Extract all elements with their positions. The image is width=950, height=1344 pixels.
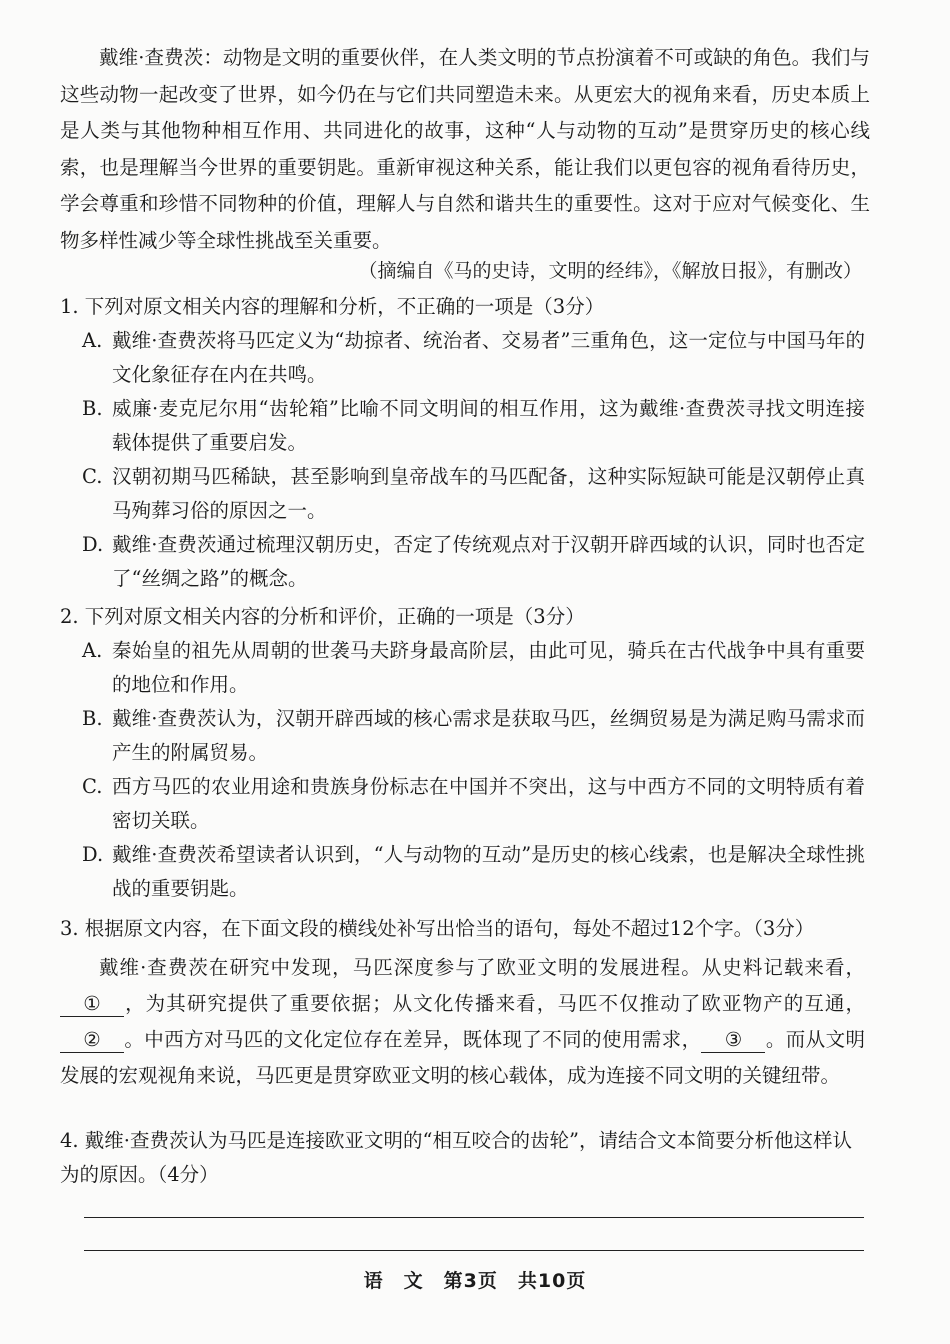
option-letter: A. xyxy=(82,329,103,352)
question-1-option-d xyxy=(60,528,865,596)
option-letter: B. xyxy=(82,397,103,420)
passage xyxy=(60,40,870,259)
question-3-paragraph xyxy=(60,950,865,1094)
option-text: 戴维·查费茨认为，汉朝开辟西域的核心需求是获取马匹，丝绸贸易是为满足购马需求而产生的附属贸易。 xyxy=(112,707,865,764)
answer-line-1[interactable] xyxy=(84,1217,864,1218)
question-1-stem: 1. 下列对原文相关内容的理解和分析，不正确的一项是（3分） xyxy=(60,295,605,318)
option-letter: D. xyxy=(82,533,104,556)
question-2-option-b xyxy=(60,702,865,770)
blank-3[interactable]: ③ xyxy=(701,1028,765,1053)
question-1-option-c xyxy=(60,460,865,528)
question-2 xyxy=(60,600,865,906)
q3-segment: 。中西方对马匹的文化定位存在差异，既体现了不同的使用需求， xyxy=(124,1028,702,1051)
passage-paragraph: 戴维·查费茨：动物是文明的重要伙伴，在人类文明的节点扮演着不可或缺的角色。我们与这些动物一起改变了世界，如今仍在与它们共同塑造未来。从更宏大的视角来看，历史本质上是人类与其他物种相互作用、共同进化的故事，这种“人与动物的互动”是贯穿历史的核心线索，也是理解当今世界的重要钥匙。重新审视这种关系，能让我们以更包容的视角看待历史，学会尊重和珍惜不同物种的价值，理解人与自然和谐共生的重要性。这对于应对气候变化、生物多样性减少等全球性挑战至关重要。 xyxy=(60,46,870,252)
question-1 xyxy=(60,290,865,596)
question-4-stem: 4. 戴维·查费茨认为马匹是连接欧亚文明的“相互咬合的齿轮”，请结合文本简要分析他这样认为的原因。（4分） xyxy=(60,1129,852,1186)
option-text: 戴维·查费茨将马匹定义为“劫掠者、统治者、交易者”三重角色，这一定位与中国马年的文化象征存在内在共鸣。 xyxy=(112,329,865,386)
question-2-option-a xyxy=(60,634,865,702)
option-letter: C. xyxy=(82,775,103,798)
option-letter: A. xyxy=(82,639,103,662)
passage-source: （摘编自《马的史诗，文明的经纬》，《解放日报》，有删改） xyxy=(358,260,862,282)
option-text: 戴维·查费茨通过梳理汉朝历史，否定了传统观点对于汉朝开辟西域的认识，同时也否定了“丝绸之路”的概念。 xyxy=(112,533,865,590)
question-2-stem: 2. 下列对原文相关内容的分析和评价，正确的一项是（3分） xyxy=(60,605,585,628)
blank-2[interactable]: ② xyxy=(60,1028,124,1053)
option-text: 秦始皇的祖先从周朝的世袭马夫跻身最高阶层，由此可见，骑兵在古代战争中具有重要的地位和作用。 xyxy=(112,639,865,696)
q3-segment: 戴维·查费茨在研究中发现，马匹深度参与了欧亚文明的发展进程。从史料记载来看， xyxy=(99,956,865,979)
option-text: 威廉·麦克尼尔用“齿轮箱”比喻不同文明间的相互作用，这为戴维·查费茨寻找文明连接载体提供了重要启发。 xyxy=(112,397,865,454)
question-3 xyxy=(60,912,865,1094)
option-text: 汉朝初期马匹稀缺，甚至影响到皇帝战车的马匹配备，这种实际短缺可能是汉朝停止真马殉葬习俗的原因之一。 xyxy=(112,465,865,522)
answer-line-2[interactable] xyxy=(84,1250,864,1251)
option-letter: B. xyxy=(82,707,103,730)
page-footer: 语 文 第3页 共10页 xyxy=(363,1270,587,1292)
question-2-option-c xyxy=(60,770,865,838)
option-text: 西方马匹的农业用途和贵族身份标志在中国并不突出，这与中西方不同的文明特质有着密切关联。 xyxy=(112,775,865,832)
q3-segment: ，为其研究提供了重要依据；从文化传播来看，马匹不仅推动了欧亚物产的互通， xyxy=(124,992,865,1015)
q3-segment: 。而从文明发展的宏观视角来说，马匹更是贯穿欧亚文明的核心载体，成为连接不同文明的关键纽带。 xyxy=(60,1028,865,1087)
question-3-stem: 3. 根据原文内容，在下面文段的横线处补写出恰当的语句，每处不超过12个字。（3分） xyxy=(60,917,815,940)
question-4 xyxy=(60,1124,865,1192)
blank-1[interactable]: ① xyxy=(60,992,124,1017)
option-letter: D. xyxy=(82,843,104,866)
option-text: 戴维·查费茨希望读者认识到，“人与动物的互动”是历史的核心线索，也是解决全球性挑战的重要钥匙。 xyxy=(112,843,865,900)
question-2-option-d xyxy=(60,838,865,906)
option-letter: C. xyxy=(82,465,103,488)
question-1-option-a xyxy=(60,324,865,392)
question-1-option-b xyxy=(60,392,865,460)
